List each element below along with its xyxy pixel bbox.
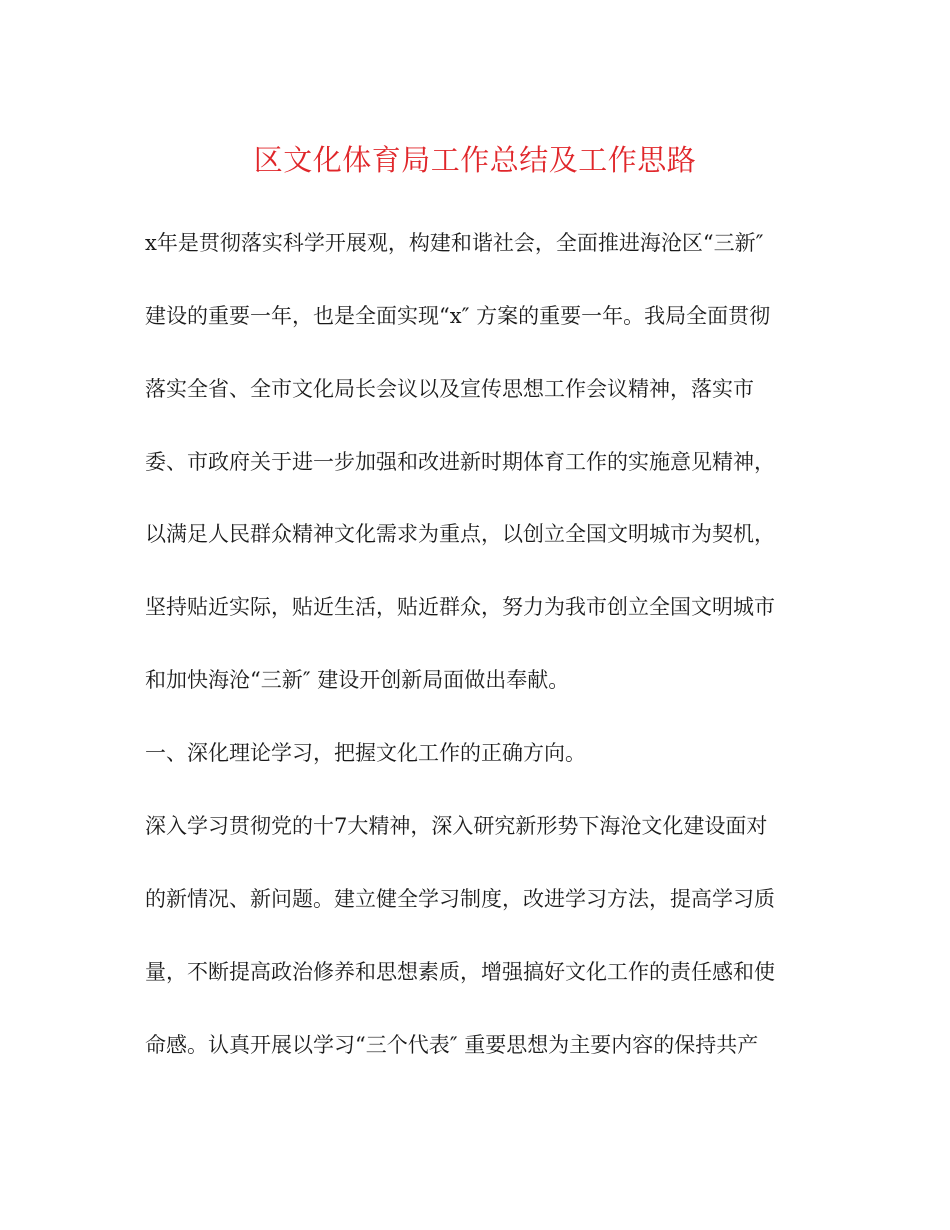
paragraph-1-line-5: 以满足人民群众精神文化需求为重点，以创立全国文明城市为契机，	[145, 522, 775, 546]
paragraph-1-line-6: 坚持贴近实际，贴近生活，贴近群众，努力为我市创立全国文明城市	[145, 595, 775, 619]
paragraph-2-line-1: 深入学习贯彻党的十7大精神，深入研究新形势下海沧文化建设面对	[145, 814, 768, 838]
paragraph-1-line-2: 建设的重要一年，也是全面实现“x″ 方案的重要一年。我局全面贯彻	[145, 304, 771, 328]
paragraph-2-line-3: 量，不断提高政治修养和思想素质，增强搞好文化工作的责任感和使	[145, 960, 775, 984]
paragraph-2-line-4: 命感。认真开展以学习“三个代表″ 重要思想为主要内容的保持共产	[145, 1033, 759, 1057]
paragraph-1-line-1: x年是贯彻落实科学开展观，构建和谐社会，全面推进海沧区“三新″	[145, 231, 764, 255]
paragraph-1-line-3: 落实全省、全市文化局长会议以及宣传思想工作会议精神，落实市	[145, 377, 754, 401]
paragraph-1-line-4: 委、市政府关于进一步加强和改进新时期体育工作的实施意见精神，	[145, 450, 775, 474]
paragraph-1-line-7: 和加快海沧“三新″ 建设开创新局面做出奉献。	[145, 668, 570, 692]
document-title: 区文化体育局工作总结及工作思路	[253, 143, 697, 177]
paragraph-2-line-2: 的新情况、新问题。建立健全学习制度，改进学习方法，提高学习质	[145, 887, 775, 911]
section-heading-1: 一、深化理论学习，把握文化工作的正确方向。	[145, 741, 586, 765]
